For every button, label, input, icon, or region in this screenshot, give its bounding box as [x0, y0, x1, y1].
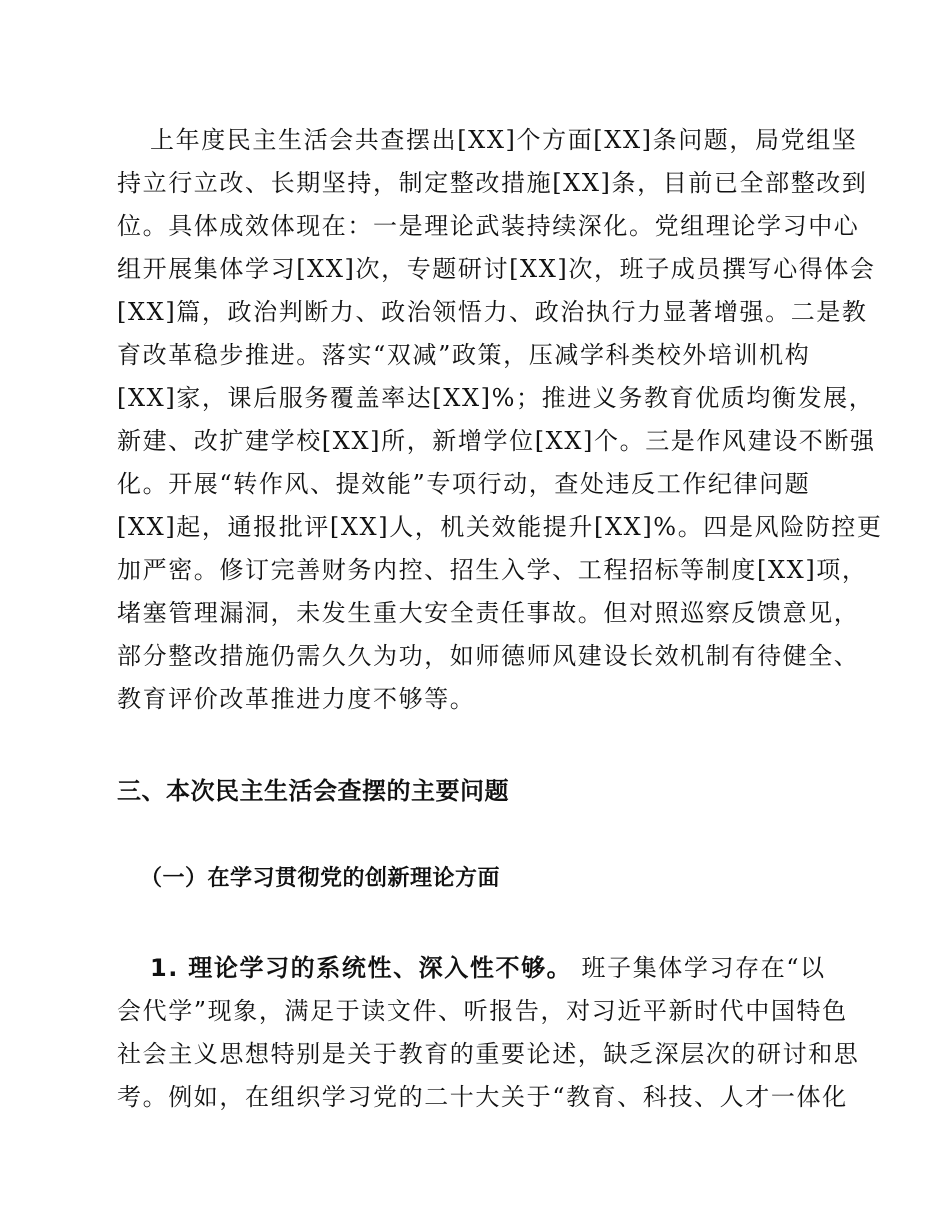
paragraph-line: [XX]起，通报批评[XX]人，机关效能提升[XX]%。四是风险防控更	[117, 513, 883, 541]
paragraph-line: [XX]家，课后服务覆盖率达[XX]%；推进义务教育优质均衡发展，	[117, 384, 875, 412]
item-title: 理论学习的系统性、深入性不够。	[188, 954, 573, 982]
paragraph-line: 位。具体成效体现在：一是理论武装持续深化。党组理论学习中心	[117, 212, 860, 240]
item-line: 会代学”现象，满足于读文件、听报告，对习近平新时代中国特色	[117, 997, 848, 1025]
paragraph-line: 持立行立改、长期坚持，制定整改措施[XX]条，目前已全部整改到	[117, 169, 868, 197]
paragraph-line: 加严密。修订完善财务内控、招生入学、工程招标等制度[XX]项，	[117, 556, 868, 584]
section-heading: 三、本次民主生活会查摆的主要问题	[117, 777, 509, 805]
paragraph-line: [XX]篇，政治判断力、政治领悟力、政治执行力显著增强。二是教	[117, 298, 868, 326]
paragraph-line: 化。开展“转作风、提效能”专项行动，查处违反工作纪律问题	[117, 470, 811, 498]
paragraph-line: 组开展集体学习[XX]次，专题研讨[XX]次，班子成员撰写心得体会	[117, 255, 876, 283]
paragraph-line: 新建、改扩建学校[XX]所，新增学位[XX]个。三是作风建设不断强	[117, 427, 876, 455]
subsection-heading: （一）在学习贯彻党的创新理论方面	[140, 866, 501, 891]
item-text: 班子集体学习存在“以	[572, 954, 826, 982]
paragraph-line: 上年度民主生活会共查摆出[XX]个方面[XX]条问题，局党组坚	[150, 126, 858, 154]
paragraph-line: 部分整改措施仍需久久为功，如师德师风建设长效机制有待健全、	[117, 642, 860, 670]
item-number: 1.	[150, 954, 180, 982]
item-line: 考。例如，在组织学习党的二十大关于“教育、科技、人才一体化	[117, 1083, 848, 1111]
item-first-line	[150, 951, 840, 985]
paragraph-line: 教育评价改革推进力度不够等。	[117, 685, 476, 713]
paragraph-line: 育改革稳步推进。落实“双减”政策，压减学科类校外培训机构	[117, 341, 811, 369]
item-line: 社会主义思想特别是关于教育的重要论述，缺乏深层次的研讨和思	[117, 1040, 860, 1068]
paragraph-line: 堵塞管理漏洞，未发生重大安全责任事故。但对照巡察反馈意见，	[117, 599, 860, 627]
